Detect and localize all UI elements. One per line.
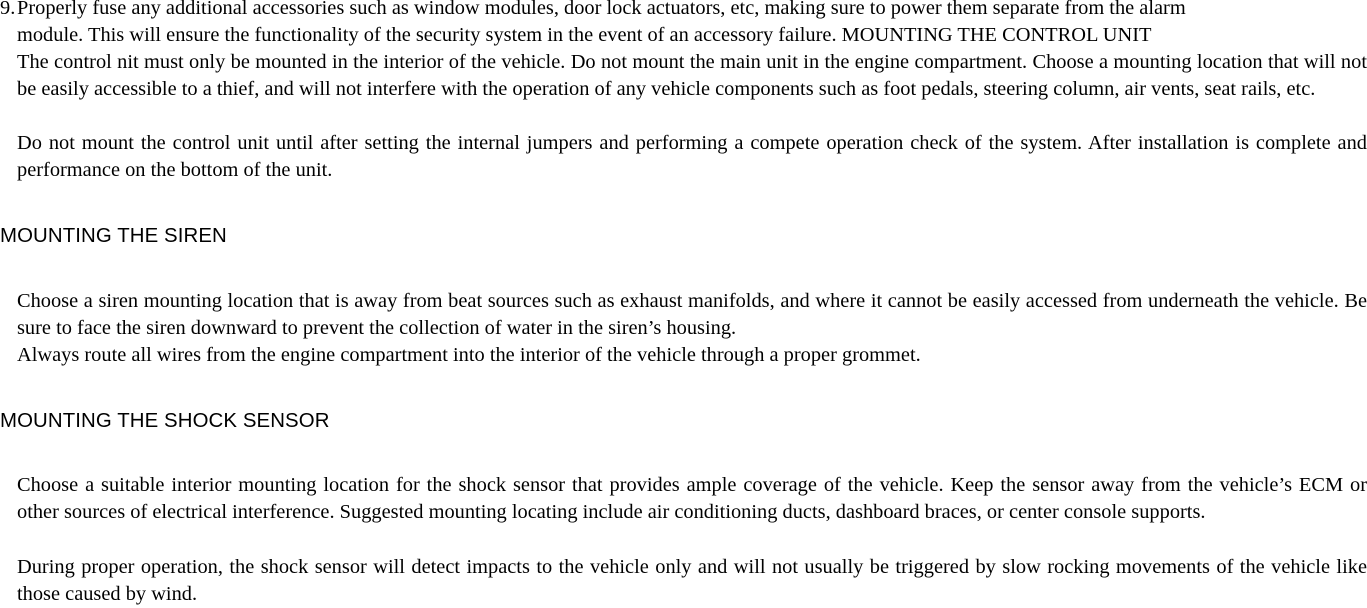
step-9-line-1: Properly fuse any additional accessories such as window modules, door lock actuators, etc, making sure to power them separate from the alarm	[17, 0, 1186, 19]
shock-sensor-paragraph-2: During proper operation, the shock sensor will detect impacts to the vehicle only and will not usually be triggered by slow rocking movements of the vehicle like those caused by wind.	[17, 556, 1367, 605]
siren-paragraph-2: Always route all wires from the engine compartment into the interior of the vehicle through a proper grommet.	[17, 344, 921, 366]
shock-sensor-heading: MOUNTING THE SHOCK SENSOR	[0, 410, 330, 432]
step-9-number: 9.	[0, 0, 16, 19]
shock-sensor-paragraph-1: Choose a suitable interior mounting location for the shock sensor that provides ample coverage of the vehicle. Keep the sensor away from the vehicle’s ECM or other sources of electrical interference. Suggested mounting locating include air conditioning ducts, dashboard braces, or center console supports.	[17, 474, 1367, 523]
control-unit-paragraph-1: The control nit must only be mounted in the interior of the vehicle. Do not mount the main unit in the engine compartment. Choose a mounting location that will not be easily accessible to a thief, and will not interfere with the operation of any vehicle components such as foot pedals, steering column, air vents, seat rails, etc.	[17, 51, 1367, 100]
step-9-line-2: module. This will ensure the functionality of the security system in the event of an accessory failure. MOUNTING THE CONTROL UNIT	[17, 24, 1152, 46]
step-9-item	[0, 0, 1367, 49]
control-unit-paragraph-2: Do not mount the control unit until after setting the internal jumpers and performing a compete operation check of the system. After installation is complete and performance on the bottom of the unit.	[17, 132, 1367, 181]
siren-heading: MOUNTING THE SIREN	[0, 225, 227, 247]
siren-paragraph-1: Choose a siren mounting location that is away from beat sources such as exhaust manifolds, and where it cannot be easily accessed from underneath the vehicle. Be sure to face the siren downward to prevent the collection of water in the siren’s housing.	[17, 290, 1367, 339]
